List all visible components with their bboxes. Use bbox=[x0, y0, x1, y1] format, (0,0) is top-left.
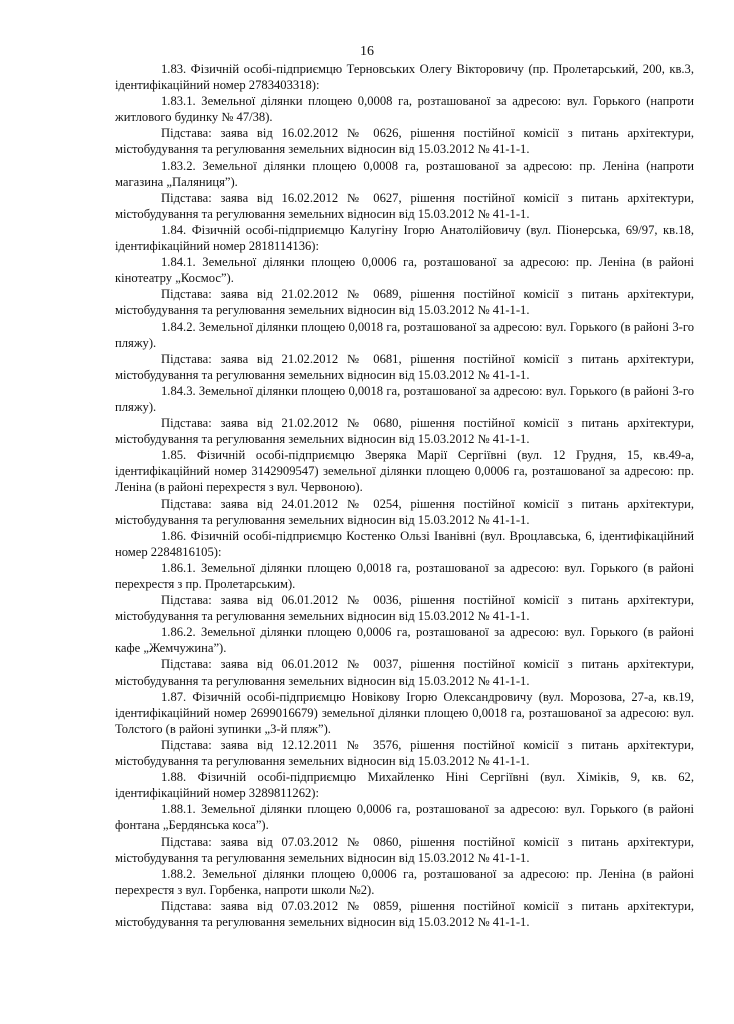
document-paragraph: Підстава: заява від 21.02.2012 № 0689, рішення постійної комісії з питань архітектури, містобудування та регулювання земельних відносин від 15.03.2012 № 41-1-1. bbox=[115, 287, 694, 318]
document-paragraph: Підстава: заява від 16.02.2012 № 0626, рішення постійної комісії з питань архітектури, містобудування та регулювання земельних відносин від 15.03.2012 № 41-1-1. bbox=[115, 126, 694, 157]
document-paragraph: 1.88.1. Земельної ділянки площею 0,0006 га, розташованої за адресою: вул. Горького (в районі фонтана „Бердянська коса”). bbox=[115, 802, 694, 833]
document-paragraph: 1.88. Фізичній особі-підприємцю Михайленко Ніні Сергіївні (вул. Хіміків, 9, кв. 62, ідентифікаційний номер 3289811262): bbox=[115, 770, 694, 801]
document-paragraph: Підстава: заява від 16.02.2012 № 0627, рішення постійної комісії з питань архітектури, містобудування та регулювання земельних відносин від 15.03.2012 № 41-1-1. bbox=[115, 190, 694, 221]
document-paragraph: 1.84.2. Земельної ділянки площею 0,0018 га, розташованої за адресою: вул. Горького (в районі 3-го пляжу). bbox=[115, 319, 694, 350]
document-paragraph: 1.83. Фізичній особі-підприємцю Терновських Олегу Вікторовичу (пр. Пролетарський, 200, кв.3, ідентифікаційний номер 2783403318): bbox=[115, 62, 694, 93]
document-paragraph: Підстава: заява від 24.01.2012 № 0254, рішення постійної комісії з питань архітектури, містобудування та регулювання земельних відносин від 15.03.2012 № 41-1-1. bbox=[115, 496, 694, 527]
document-paragraph: 1.83.2. Земельної ділянки площею 0,0008 га, розташованої за адресою: пр. Леніна (напроти магазина „Паляниця”). bbox=[115, 158, 694, 189]
document-paragraph: 1.88.2. Земельної ділянки площею 0,0006 га, розташованої за адресою: пр. Леніна (в районі перехрестя з вул. Горбенка, напроти школи №2). bbox=[115, 866, 694, 897]
document-paragraph: 1.86. Фізичній особі-підприємцю Костенко Ользі Іванівні (вул. Вроцлавська, 6, ідентифікаційний номер 2284816105): bbox=[115, 528, 694, 559]
page-number: 16 bbox=[360, 44, 374, 59]
document-paragraph: Підстава: заява від 07.03.2012 № 0860, рішення постійної комісії з питань архітектури, містобудування та регулювання земельних відносин від 15.03.2012 № 41-1-1. bbox=[115, 834, 694, 865]
document-paragraph: 1.84.1. Земельної ділянки площею 0,0006 га, розташованої за адресою: пр. Леніна (в районі кінотеатру „Космос”). bbox=[115, 255, 694, 286]
document-paragraph: 1.85. Фізичній особі-підприємцю Зверяка Марії Сергіївні (вул. 12 Грудня, 15, кв.49-а, ідентифікаційний номер 3142909547) земельної ділянки площею 0,0006 га, розташованої за адресою: пр. Леніна (в районі перехрестя з вул. Червоною). bbox=[115, 448, 694, 495]
document-paragraph: Підстава: заява від 21.02.2012 № 0681, рішення постійної комісії з питань архітектури, містобудування та регулювання земельних відносин від 15.03.2012 № 41-1-1. bbox=[115, 351, 694, 382]
document-paragraph: Підстава: заява від 07.03.2012 № 0859, рішення постійної комісії з питань архітектури, містобудування та регулювання земельних відносин від 15.03.2012 № 41-1-1. bbox=[115, 898, 694, 929]
document-paragraph: Підстава: заява від 06.01.2012 № 0036, рішення постійної комісії з питань архітектури, містобудування та регулювання земельних відносин від 15.03.2012 № 41-1-1. bbox=[115, 593, 694, 624]
document-body bbox=[115, 44, 694, 930]
document-paragraph: Підстава: заява від 06.01.2012 № 0037, рішення постійної комісії з питань архітектури, містобудування та регулювання земельних відносин від 15.03.2012 № 41-1-1. bbox=[115, 657, 694, 688]
document-paragraph: 1.83.1. Земельної ділянки площею 0,0008 га, розташованої за адресою: вул. Горького (напроти житлового будинку № 47/38). bbox=[115, 94, 694, 125]
document-paragraph: Підстава: заява від 12.12.2011 № 3576, рішення постійної комісії з питань архітектури, містобудування та регулювання земельних відносин від 15.03.2012 № 41-1-1. bbox=[115, 737, 694, 769]
document-paragraph: 1.86.2. Земельної ділянки площею 0,0006 га, розташованої за адресою: вул. Горького (в районі кафе „Жемчужина”). bbox=[115, 625, 694, 656]
document-paragraph: 1.84.3. Земельної ділянки площею 0,0018 га, розташованої за адресою: вул. Горького (в районі 3-го пляжу). bbox=[115, 383, 694, 414]
document-paragraph: 1.86.1. Земельної ділянки площею 0,0018 га, розташованої за адресою: вул. Горького (в районі перехрестя з пр. Пролетарським). bbox=[115, 560, 694, 591]
document-paragraph: 1.84. Фізичній особі-підприємцю Калугіну Ігорю Анатолійовичу (вул. Піонерська, 69/97, кв.18, ідентифікаційний номер 2818114136): bbox=[115, 222, 694, 254]
document-paragraph: 1.87. Фізичній особі-підприємцю Новікову Ігорю Олександровичу (вул. Морозова, 27-а, кв.19, ідентифікаційний номер 2699016679) земельної ділянки площею 0,0018 га, розташованої за адресою: вул. Толстого (в районі зупинки „3-й пляж”). bbox=[115, 689, 694, 736]
document-paragraph: Підстава: заява від 21.02.2012 № 0680, рішення постійної комісії з питань архітектури, містобудування та регулювання земельних відносин від 15.03.2012 № 41-1-1. bbox=[115, 416, 694, 447]
